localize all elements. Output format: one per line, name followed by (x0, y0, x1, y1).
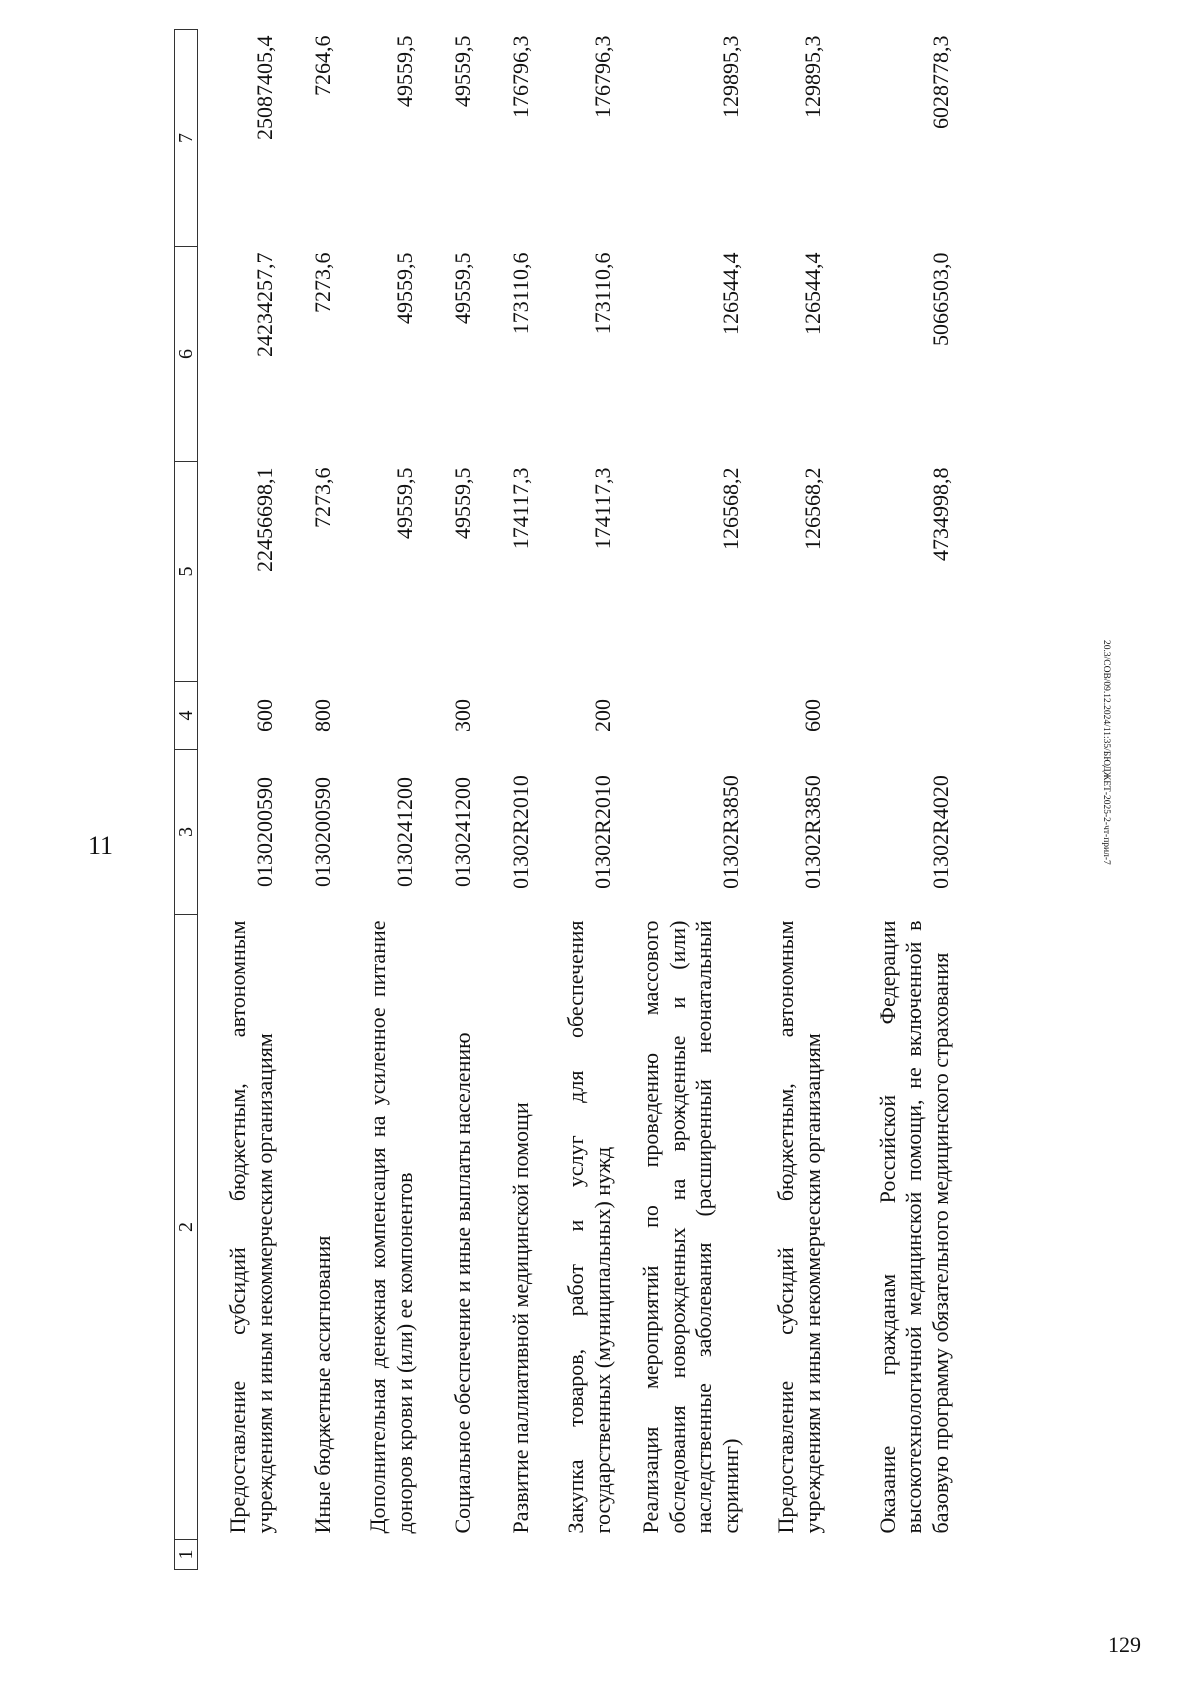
amount-col5: 174117,3 (507, 467, 533, 550)
amount-col7: 7264,6 (309, 35, 335, 96)
table-row (338, 30, 420, 1570)
table-row (618, 30, 746, 1570)
row-description: Иные бюджетные ассигнования (309, 1235, 335, 1534)
amount-col6: 49559,5 (449, 252, 475, 324)
amount-col5: 49559,5 (449, 467, 475, 539)
row-description: Закупка товаров, работ и услуг для обеспечения государственных (муниципальных) нужд (563, 920, 615, 1534)
row-description: Социальное обеспечение и иные выплаты населению (449, 1032, 475, 1534)
page-number-top: 11 (88, 831, 114, 860)
amount-col6: 173110,6 (507, 252, 533, 335)
amount-col7: 176796,3 (589, 35, 615, 118)
amount-col6: 24234257,7 (251, 252, 277, 357)
amount-col7: 129895,3 (799, 35, 825, 118)
row-description: Дополнительная денежная компенсация на усиленное питание доноров крови и (или) ее компонентов (365, 920, 417, 1534)
table-row (828, 30, 956, 1570)
row-description: Реализация мероприятий по проведению массового обследования новорожденных на врожденные и (или) наследственные заболевания (расширенный неонатальный скрининг) (638, 920, 743, 1534)
target-article-code: 01302R3850 (717, 775, 743, 889)
expense-type-code: 300 (449, 699, 475, 732)
row-description: Оказание гражданам Российской Федерации высокотехнологичной медицинской помощи, не включенной в базовую программу обязательного медицинского страхования (874, 920, 953, 1534)
amount-col6: 5066503,0 (927, 252, 953, 346)
budget-table (174, 29, 956, 1570)
table-row (478, 30, 536, 1570)
expense-type-code: 600 (799, 699, 825, 732)
amount-col5: 7273,6 (309, 467, 335, 528)
amount-col6: 7273,6 (309, 252, 335, 313)
footer-code-text: 20.3/СОВ/09.12.2024/11:35/БЮДЖЕТ-2025-2-чт-прил-7 (1101, 640, 1111, 865)
target-article-code: 0130200590 (251, 777, 277, 887)
amount-col5: 174117,3 (589, 467, 615, 550)
amount-col5: 4734998,8 (927, 467, 953, 561)
amount-col6: 173110,6 (589, 252, 615, 335)
amount-col5: 22456698,1 (251, 467, 277, 572)
target-article-code: 0130241200 (449, 777, 475, 887)
amount-col6: 49559,5 (391, 252, 417, 324)
header-cell: 7 (175, 30, 198, 247)
header-cell: 1 (175, 1540, 198, 1570)
target-article-code: 01302R4020 (927, 775, 953, 889)
target-article-code: 01302R2010 (507, 775, 533, 889)
document-footer-code (1101, 640, 1112, 865)
row-description: Развитие паллиативной медицинской помощи (507, 1102, 533, 1534)
row-description: Предоставление субсидий бюджетным, автономным учреждениям и иным некоммерческим организациям (773, 920, 825, 1534)
amount-col5: 49559,5 (391, 467, 417, 539)
header-cell: 3 (175, 750, 198, 915)
expense-type-code: 600 (251, 699, 277, 732)
expense-type-code: 200 (589, 699, 615, 732)
amount-col7: 129895,3 (717, 35, 743, 118)
target-article-code: 0130241200 (391, 777, 417, 887)
amount-col7: 49559,5 (449, 35, 475, 107)
header-cell: 4 (175, 682, 198, 750)
target-article-code: 01302R2010 (589, 775, 615, 889)
row-description: Предоставление субсидий бюджетным, автономным учреждениям и иным некоммерческим организациям (225, 920, 277, 1534)
table-row (536, 30, 618, 1570)
header-cell: 2 (175, 915, 198, 1540)
target-article-code: 01302R3850 (799, 775, 825, 889)
amount-col7: 176796,3 (507, 35, 533, 118)
header-cell: 5 (175, 462, 198, 682)
table-row (746, 30, 828, 1570)
table-row (420, 30, 478, 1570)
amount-col6: 126544,4 (717, 252, 743, 335)
table-row (198, 30, 281, 1570)
table-header-row (175, 30, 198, 1570)
page-number-bottom: 129 (1108, 1632, 1141, 1657)
header-cell: 6 (175, 247, 198, 462)
amount-col7: 6028778,3 (927, 35, 953, 129)
budget-table-rotated (174, 30, 1074, 1570)
amount-col5: 126568,2 (799, 467, 825, 550)
amount-col6: 126544,4 (799, 252, 825, 335)
expense-type-code (478, 682, 536, 750)
table-row (280, 30, 338, 1570)
expense-type-code: 800 (309, 699, 335, 732)
target-article-code: 0130200590 (309, 777, 335, 887)
amount-col5: 126568,2 (717, 467, 743, 550)
expense-type-code (828, 682, 956, 750)
amount-col7: 25087405,4 (251, 35, 277, 140)
expense-type-code (338, 682, 420, 750)
expense-type-code (618, 682, 746, 750)
amount-col7: 49559,5 (391, 35, 417, 107)
